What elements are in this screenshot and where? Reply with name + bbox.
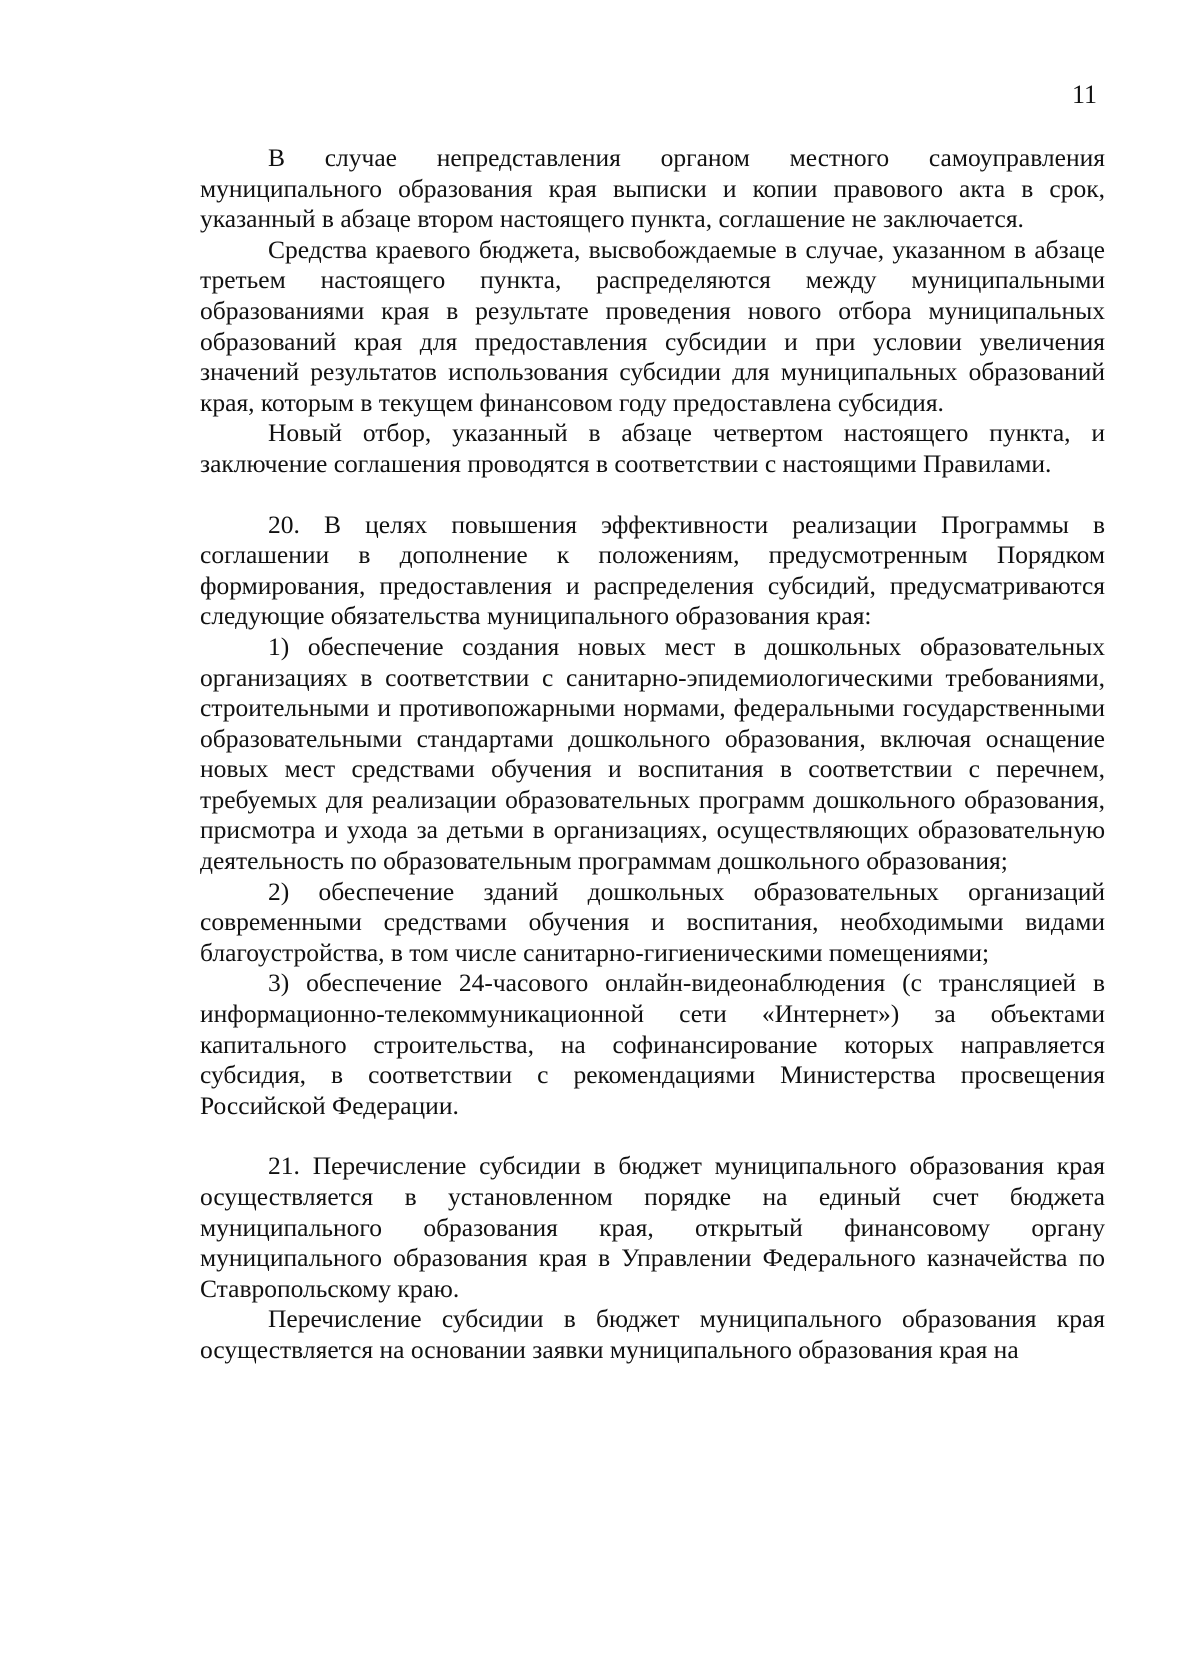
paragraph: Новый отбор, указанный в абзаце четвертом настоящего пункта, и заключение соглашения проводятся в соответствии с настоящими Правилами. bbox=[200, 418, 1105, 478]
paragraph-section-20: 20. В целях повышения эффективности реализации Программы в соглашении в дополнение к положениям, предусмотренным Порядком формирования, предоставления и распределения субсидий, предусматриваются следующие обязательства муниципального образования края: bbox=[200, 509, 1105, 631]
paragraph-item-1: 1) обеспечение создания новых мест в дошкольных образовательных организациях в соответствии с санитарно-эпидемиологическими требованиями, строительными и противопожарными нормами, федеральными государственными образовательными стандартами дошкольного образования, включая оснащение новых мест средствами обучения и воспитания в соответствии с перечнем, требуемых для реализации образовательных программ дошкольного образования, присмотра и ухода за детьми в организациях, осуществляющих образовательную деятельность по образовательным программам дошкольного образования; bbox=[200, 631, 1105, 876]
paragraph: Средства краевого бюджета, высвобождаемые в случае, указанном в абзаце третьем настоящего пункта, распределяются между муниципальными образованиями края в результате проведения нового отбора муниципальных образований края для предоставления субсидии и при условии увеличения значений результатов использования субсидии для муниципальных образований края, которым в текущем финансовом году предоставлена субсидия. bbox=[200, 234, 1105, 417]
paragraph: В случае непредставления органом местного самоуправления муниципального образования края выписки и копии правового акта в срок, указанный в абзаце втором настоящего пункта, соглашение не заключается. bbox=[200, 143, 1105, 234]
paragraph-section-21: 21. Перечисление субсидии в бюджет муниципального образования края осуществляется в установленном порядке на единый счет бюджета муниципального образования края, открытый финансовому органу муниципального образования края в Управлении Федерального казначейства по Ставропольскому краю. bbox=[200, 1151, 1105, 1303]
paragraph: Перечисление субсидии в бюджет муниципального образования края осуществляется на основании заявки муниципального образования края на bbox=[200, 1304, 1105, 1364]
document-body bbox=[200, 143, 1105, 1366]
paragraph-item-3: 3) обеспечение 24-часового онлайн-видеонаблюдения (с трансляцией в информационно-телекоммуникационной сети «Интернет») за объектами капитального строительства, на софинансирование которых направляется субсидия, в соответствии с рекомендациями Министерства просвещения Российской Федерации. bbox=[200, 968, 1105, 1120]
paragraph-item-2: 2) обеспечение зданий дошкольных образовательных организаций современными средствами обучения и воспитания, необходимыми видами благоустройства, в том числе санитарно-гигиеническими помещениями; bbox=[200, 876, 1105, 967]
page-number: 11 bbox=[1072, 80, 1098, 109]
